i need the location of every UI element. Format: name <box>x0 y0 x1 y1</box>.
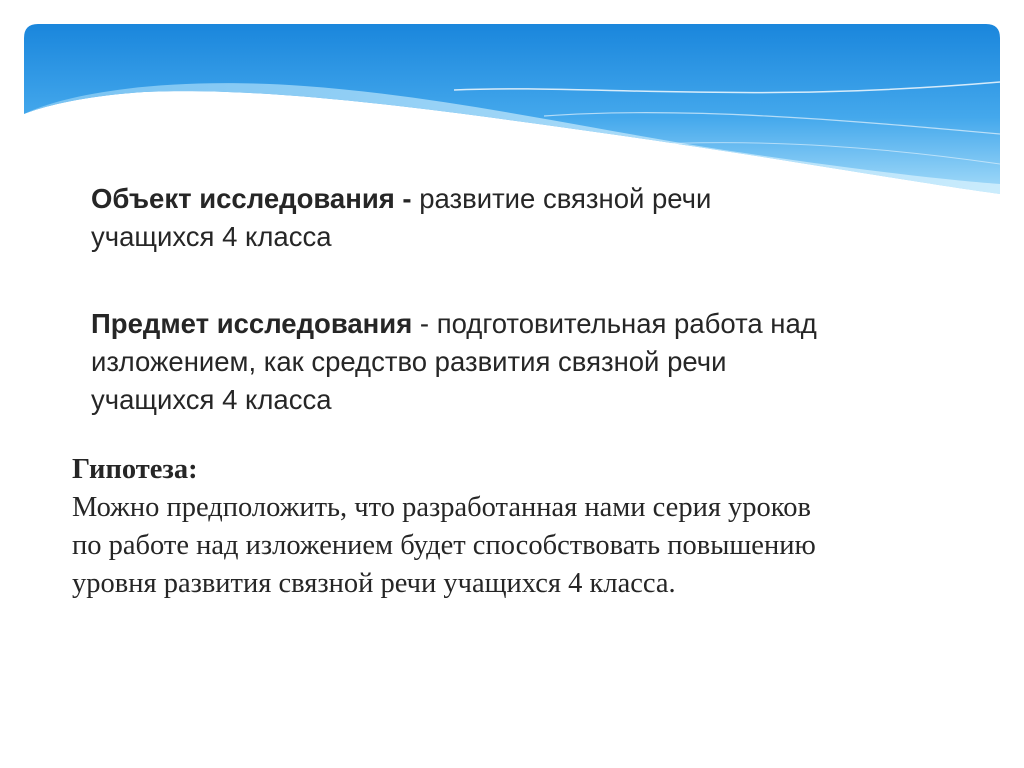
research-object-line-2: учащихся 4 класса <box>91 221 332 252</box>
hypothesis-line-3: уровня развития связной речи учащихся 4 класса. <box>72 568 676 599</box>
research-subject-text-1: - подготовительная работа над <box>412 308 817 339</box>
hypothesis-title: Гипотеза: <box>72 454 198 485</box>
research-subject-block <box>91 305 1011 419</box>
research-subject-line-1 <box>91 305 1011 343</box>
hypothesis-line-1: Можно предположить, что разработанная нами серия уроков <box>72 492 811 523</box>
hypothesis-block <box>72 451 992 603</box>
research-subject-line-3: учащихся 4 класса <box>91 384 332 415</box>
research-subject-term: Предмет исследования <box>91 308 413 339</box>
research-object-block <box>91 180 991 256</box>
header-wave-banner <box>24 24 1000 194</box>
research-object-line-1 <box>91 180 991 218</box>
research-object-text-1: развитие связной речи <box>411 183 712 214</box>
research-object-term: Объект исследования - <box>91 183 412 214</box>
research-subject-line-2: изложением, как средство развития связной речи <box>91 346 727 377</box>
hypothesis-line-2: по работе над изложением будет способствовать повышению <box>72 530 816 561</box>
